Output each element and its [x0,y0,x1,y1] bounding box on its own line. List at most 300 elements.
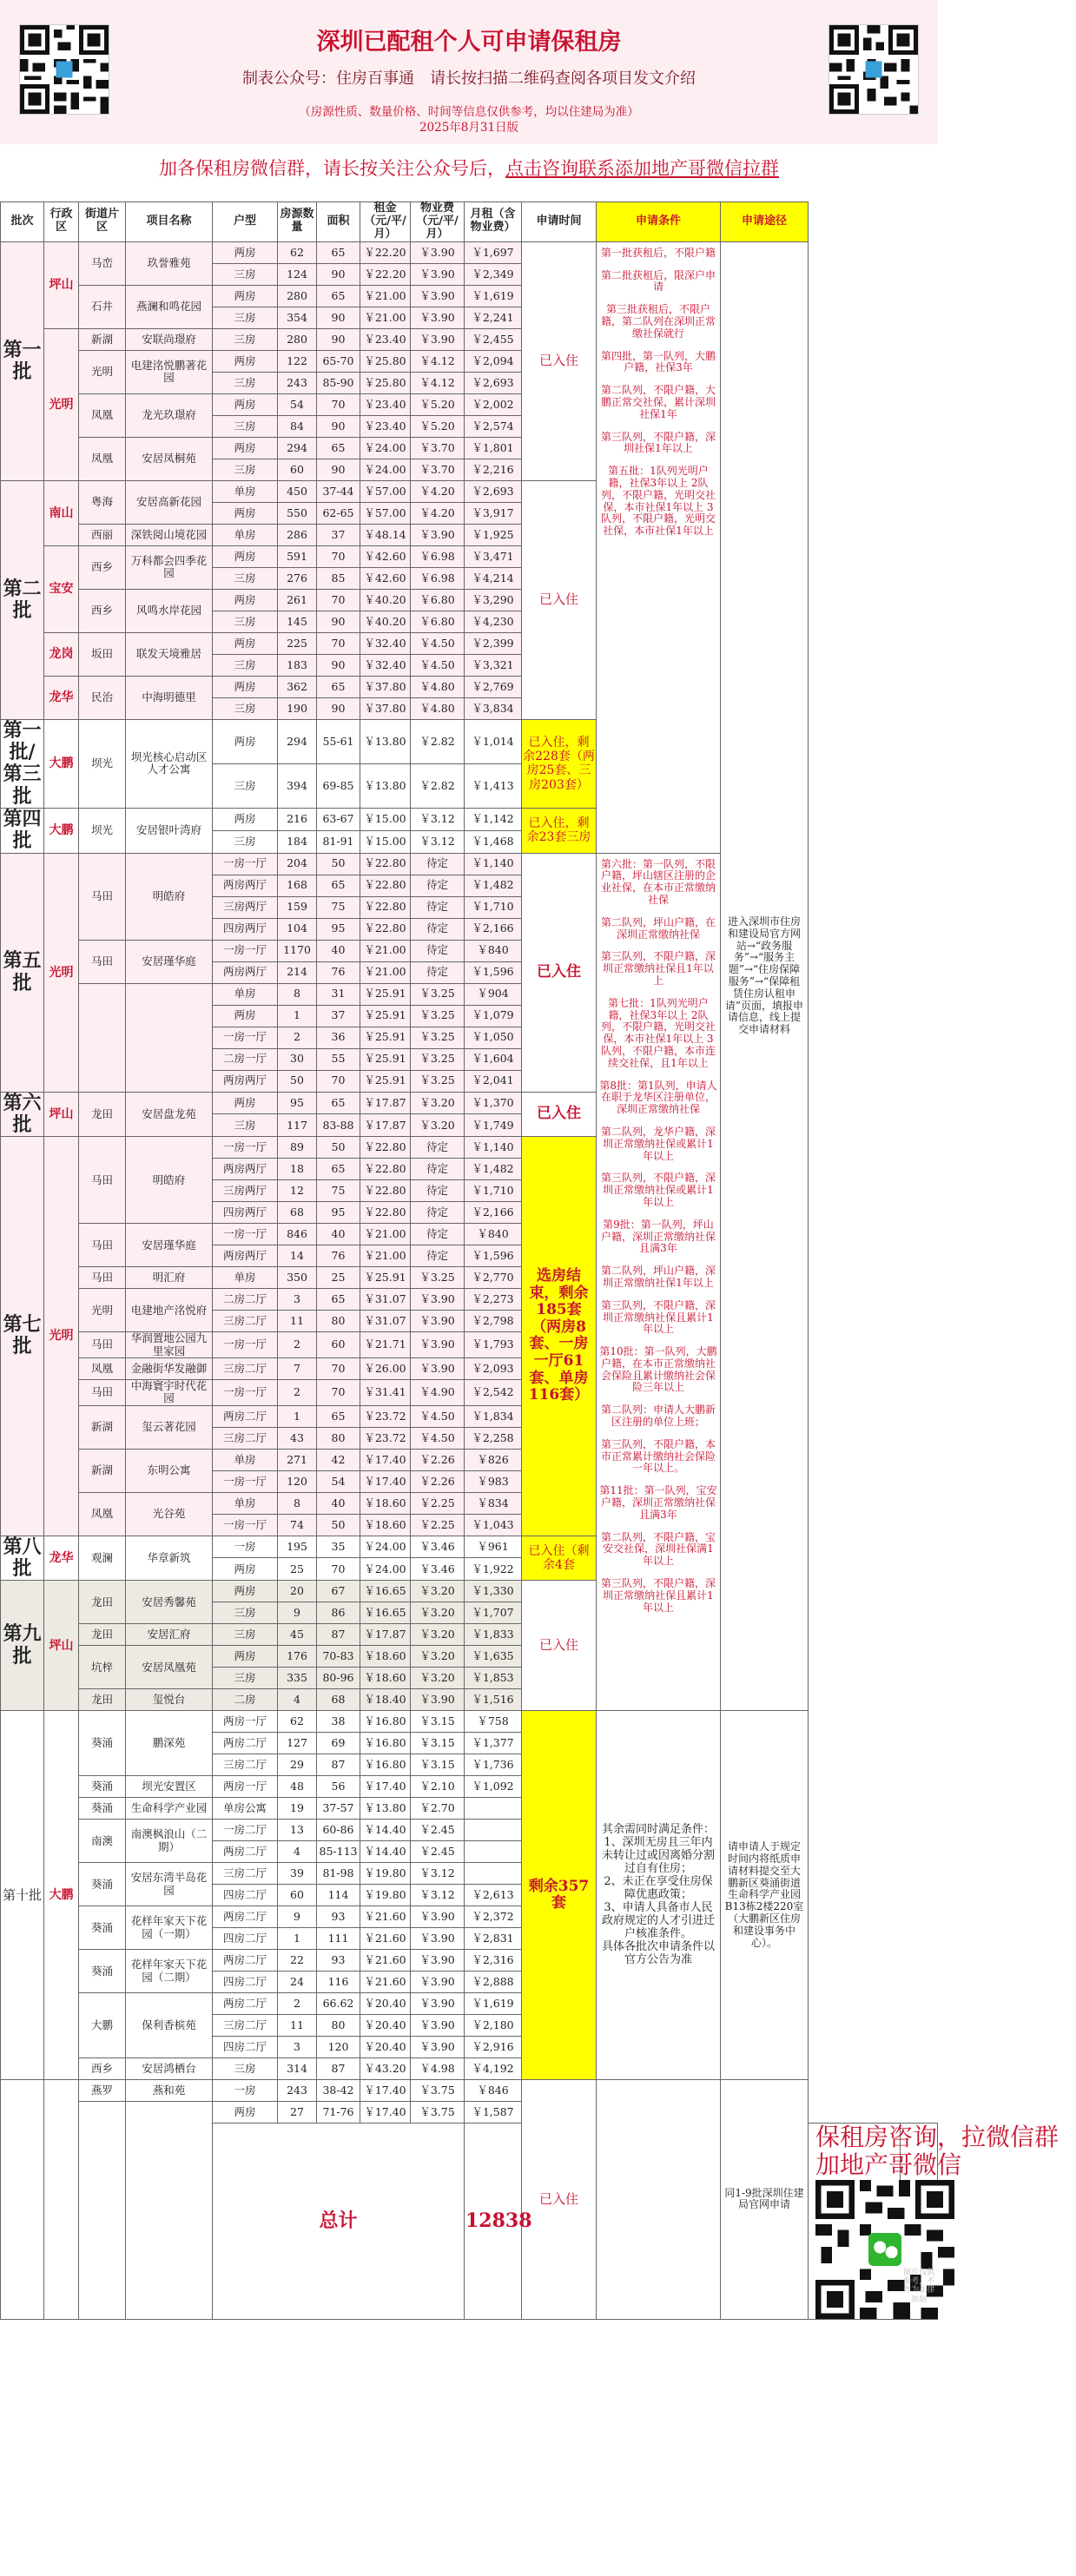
unit-type-cell: 三房两厅 [213,1180,278,1202]
project-name-cell: 安居汇府 [126,1624,213,1646]
project-name-cell: 明皓府 [126,1137,213,1224]
monthly-rent-cell: ￥1,710 [465,1180,522,1202]
unit-count-cell: 335 [278,1668,317,1689]
rent-cell: ￥21.00 [360,1245,411,1267]
project-name-cell: 华润置地公园九里家园 [126,1332,213,1358]
batch-cell: 第十批 [1,1711,44,2080]
property-fee-cell: 待定 [411,1224,465,1245]
application-status-cell: 选房结束，剩余185套（两房8套、一房一厅61套、单房116套） [522,1137,597,1536]
property-fee-cell: ￥3.70 [411,437,465,459]
application-status-cell: 已入住（剩余4套 [522,1536,597,1581]
property-fee-cell: ￥2.26 [411,1449,465,1470]
project-name-cell: 金融街华发融御 [126,1357,213,1379]
unit-count-cell: 22 [278,1950,317,1972]
unit-count-cell: 45 [278,1624,317,1646]
district-cell: 南山 [44,480,79,545]
property-fee-cell: ￥3.20 [411,1646,465,1668]
unit-type-cell: 一房一厅 [213,1137,278,1159]
property-fee-cell: ￥3.20 [411,1092,465,1114]
rent-cell: ￥21.00 [360,961,411,983]
unit-count-cell: 29 [278,1754,317,1776]
area-cell: 90 [317,263,360,285]
property-fee-cell: ￥3.15 [411,1711,465,1733]
area-cell: 90 [317,697,360,719]
unit-type-cell: 两房 [213,1581,278,1602]
property-fee-cell: ￥3.90 [411,1332,465,1358]
unit-type-cell: 三房 [213,2058,278,2080]
monthly-rent-cell [465,1841,522,1863]
unit-type-cell: 三房 [213,830,278,853]
unit-type-cell: 三房 [213,328,278,350]
unit-type-cell: 二房一厅 [213,1048,278,1070]
condition-text: 第10批：第一队列，大鹏户籍，在本市正常缴纳社会保险且累计缴纳社会保险三年以上 [599,1345,717,1394]
area-cell: 55-61 [317,719,360,763]
monthly-rent-cell: ￥4,192 [465,2058,522,2080]
property-fee-cell: ￥3.25 [411,1005,465,1027]
monthly-rent-cell: ￥983 [465,1470,522,1492]
area-cell: 116 [317,1972,360,1993]
condition-text: 第三队列，不限户籍，本市正常累计缴纳社会保险一年以上。 [600,1437,716,1475]
property-fee-cell: ￥3.46 [411,1536,465,1558]
rent-cell: ￥22.80 [360,896,411,918]
unit-count-cell: 550 [278,502,317,524]
property-fee-cell: ￥2.45 [411,1820,465,1841]
unit-count-cell: 350 [278,1267,317,1289]
unit-count-cell: 591 [278,545,317,567]
unit-count-cell: 62 [278,1711,317,1733]
conditions-cell-blank [597,2080,721,2319]
area-cell: 65 [317,676,360,697]
batch-cell: 第二批 [1,480,44,719]
monthly-rent-cell: ￥1,482 [465,1159,522,1180]
rent-cell: ￥25.80 [360,350,411,372]
project-name-cell [126,983,213,1092]
monthly-rent-cell: ￥1,793 [465,1332,522,1358]
unit-count-cell: 4 [278,1689,317,1711]
property-fee-cell: ￥3.12 [411,809,465,831]
rent-cell: ￥23.72 [360,1405,411,1427]
street-cell: 龙田 [79,1092,126,1137]
project-name-cell: 明汇府 [126,1267,213,1289]
property-fee-cell: ￥4.80 [411,697,465,719]
area-cell: 80 [317,1427,360,1449]
monthly-rent-cell: ￥758 [465,1711,522,1733]
rent-cell: ￥48.14 [360,524,411,545]
unit-count-cell: 1170 [278,940,317,961]
rent-cell: ￥23.72 [360,1427,411,1449]
property-fee-cell: 待定 [411,940,465,961]
unit-type-cell: 三房 [213,611,278,632]
rent-cell: ￥21.71 [360,1332,411,1358]
property-fee-cell: ￥3.90 [411,328,465,350]
application-status-cell: 已入住 [522,853,597,1092]
condition-text: 第三队列，不限户籍，深圳正常缴纳社保且1年以上 [600,950,716,987]
unit-type-cell: 单房 [213,1449,278,1470]
project-name-cell: 光谷苑 [126,1492,213,1536]
unit-count-cell: 280 [278,285,317,307]
disclaimer: （房源性质、数量价格、时间等信息仅供参考，均以住建局为准） 2025年8月31日版 [299,105,639,135]
unit-count-cell: 195 [278,1536,317,1558]
area-cell: 70 [317,1357,360,1379]
area-cell: 37-44 [317,480,360,502]
rent-cell: ￥21.60 [360,1972,411,1993]
area-cell: 75 [317,1180,360,1202]
area-cell: 38 [317,1711,360,1733]
unit-count-cell: 294 [278,719,317,763]
monthly-rent-cell: ￥1,736 [465,1754,522,1776]
property-fee-cell: ￥6.98 [411,545,465,567]
monthly-rent-cell: ￥2,693 [465,372,522,393]
unit-count-cell: 54 [278,393,317,415]
area-cell: 90 [317,611,360,632]
property-fee-cell: ￥3.20 [411,1602,465,1624]
unit-type-cell: 两房 [213,1646,278,1668]
street-cell: 观澜 [79,1536,126,1581]
unit-count-cell: 14 [278,1245,317,1267]
unit-count-cell: 3 [278,2037,317,2058]
street-cell: 马峦 [79,241,126,285]
unit-type-cell: 两房 [213,285,278,307]
monthly-rent-cell: ￥3,471 [465,545,522,567]
unit-count-cell: 280 [278,328,317,350]
project-name-cell: 东明公寓 [126,1449,213,1492]
page-title: 深圳已配租个人可申请保租房 [316,29,622,56]
rent-cell: ￥21.00 [360,307,411,328]
street-cell: 大鹏 [79,1993,126,2058]
street-cell: 燕罗 [79,2080,126,2102]
monthly-rent-cell: ￥846 [465,2080,522,2102]
column-header: 项目名称 [126,202,213,242]
unit-type-cell: 三房 [213,372,278,393]
condition-text: 第三队列，不限户籍，深圳正常缴纳社保且累计1年以上 [600,1298,716,1336]
project-name-cell: 中海明德里 [126,676,213,719]
rent-cell: ￥21.60 [360,1950,411,1972]
application-status-cell: 剩余357套 [522,1711,597,2080]
batch-cell: 第五批 [1,853,44,1092]
monthly-rent-cell: ￥2,455 [465,328,522,350]
area-cell: 65 [317,1405,360,1427]
unit-type-cell: 二房 [213,1689,278,1711]
monthly-rent-cell: ￥2,372 [465,1906,522,1928]
column-header: 面积 [317,202,360,242]
unit-type-cell: 单房 [213,1492,278,1514]
application-status-cell: 已入住 [522,241,597,480]
unit-type-cell: 三房 [213,307,278,328]
property-fee-cell: ￥3.90 [411,1689,465,1711]
application-status-cell: 已入住 [522,1581,597,1711]
monthly-rent-cell: ￥1,330 [465,1581,522,1602]
rent-cell: ￥25.91 [360,1048,411,1070]
qr-code-left-icon[interactable] [19,24,109,115]
project-name-cell: 花样年家天下花园（二期） [126,1950,213,1993]
rent-cell: ￥23.40 [360,393,411,415]
area-cell: 76 [317,961,360,983]
monthly-rent-cell: ￥1,468 [465,830,522,853]
monthly-rent-cell: ￥4,230 [465,611,522,632]
batch-cell: 第九批 [1,1581,44,1711]
rent-cell: ￥14.40 [360,1841,411,1863]
rent-cell: ￥18.40 [360,1689,411,1711]
unit-count-cell: 2 [278,1027,317,1048]
unit-type-cell: 三房 [213,263,278,285]
area-cell: 70 [317,393,360,415]
rent-cell: ￥57.00 [360,502,411,524]
area-cell: 40 [317,940,360,961]
rent-cell: ￥19.80 [360,1863,411,1885]
monthly-rent-cell: ￥1,413 [465,763,522,808]
monthly-rent-cell: ￥1,596 [465,1245,522,1267]
monthly-rent-cell: ￥1,833 [465,1624,522,1646]
unit-count-cell: 145 [278,611,317,632]
property-fee-cell: ￥4.50 [411,1427,465,1449]
unit-count-cell: 62 [278,241,317,263]
monthly-rent-cell: ￥2,273 [465,1289,522,1311]
district-cell: 坪山 [44,241,79,328]
monthly-rent-cell: ￥2,349 [465,263,522,285]
monthly-rent-cell: ￥1,635 [465,1646,522,1668]
total-label: 总计 [213,2124,465,2319]
rent-cell: ￥17.40 [360,2102,411,2124]
property-fee-cell: ￥2.82 [411,763,465,808]
area-cell: 85 [317,567,360,589]
rent-cell: ￥40.20 [360,611,411,632]
area-cell: 60-86 [317,1820,360,1841]
qr-code-right-icon[interactable] [828,24,919,115]
rent-cell: ￥32.40 [360,654,411,676]
unit-count-cell: 60 [278,459,317,480]
application-status-cell: 已入住 [522,2080,597,2319]
area-cell: 85-113 [317,1841,360,1863]
contact-link[interactable]: 点击咨询联系添加地产哥微信拉群 [505,158,779,179]
monthly-rent-cell: ￥1,710 [465,896,522,918]
district-cell: 龙岗 [44,632,79,676]
unit-type-cell: 一房二厅 [213,1820,278,1841]
unit-type-cell: 单房 [213,524,278,545]
street-cell: 马田 [79,940,126,983]
project-name-cell: 安居秀馨苑 [126,1581,213,1624]
project-name-cell: 中海寰宇时代花园 [126,1379,213,1405]
unit-type-cell: 三房二厅 [213,2015,278,2037]
street-cell: 光明 [79,350,126,393]
unit-type-cell: 单房 [213,480,278,502]
area-cell: 120 [317,2037,360,2058]
unit-type-cell: 两房 [213,719,278,763]
unit-count-cell: 1 [278,1928,317,1950]
project-name-cell: 安居盘龙苑 [126,1092,213,1137]
property-fee-cell: ￥3.90 [411,1928,465,1950]
condition-text: 第三队列，不限户籍，深圳正常缴纳社保且累计1年以上 [600,1577,716,1614]
district-cell: 光明 [44,328,79,480]
area-cell: 50 [317,1514,360,1536]
unit-type-cell: 三房二厅 [213,1427,278,1449]
monthly-rent-cell: ￥2,093 [465,1357,522,1379]
area-cell: 70 [317,1558,360,1581]
unit-count-cell: 27 [278,2102,317,2124]
property-fee-cell: ￥3.90 [411,1950,465,1972]
unit-type-cell: 两房 [213,1005,278,1027]
property-fee-cell: ￥3.75 [411,2080,465,2102]
monthly-rent-cell: ￥1,707 [465,1602,522,1624]
area-cell: 80 [317,1311,360,1332]
condition-text: 第五批：1队列光明户籍，社保3年以上 2队列，不限户籍，光明交社保，本市社保1年以上 3队列，不限户籍，光明交社保，本市社保1年以上 [600,465,716,538]
rent-cell: ￥24.00 [360,459,411,480]
rent-cell: ￥21.60 [360,1906,411,1928]
rent-cell: ￥18.60 [360,1646,411,1668]
street-cell: 凤凰 [79,1357,126,1379]
project-name-cell: 电建地产洺悦府 [126,1289,213,1332]
district-cell: 光明 [44,1137,79,1536]
condition-text: 第二队列，不限户籍，大鹏正常交社保，累计深圳社保1年 [600,384,716,420]
property-fee-cell: ￥4.20 [411,502,465,524]
column-header: 行政区 [44,202,79,242]
unit-count-cell: 243 [278,2080,317,2102]
monthly-rent-cell: ￥1,482 [465,875,522,896]
unit-count-cell: 48 [278,1776,317,1798]
monthly-rent-cell: ￥1,801 [465,437,522,459]
footer-note: 图片仅供参考，不作为法律依据 [903,2268,935,2304]
unit-type-cell: 三房 [213,415,278,437]
unit-type-cell: 两房两厅 [213,1159,278,1180]
unit-count-cell: 3 [278,1289,317,1311]
property-fee-cell: ￥2.25 [411,1514,465,1536]
header [0,0,938,144]
monthly-rent-cell: ￥1,619 [465,285,522,307]
condition-text: 第四批，第一队列，大鹏户籍，社保3年 [600,349,716,374]
condition-text: 第9批：第一队列，坪山户籍，深圳正常缴纳社保且满3年 [600,1218,716,1255]
property-fee-cell: 待定 [411,1180,465,1202]
unit-count-cell: 104 [278,918,317,940]
project-name-cell: 安联尚璟府 [126,328,213,350]
unit-count-cell: 4 [278,1841,317,1863]
area-cell: 71-76 [317,2102,360,2124]
unit-count-cell: 84 [278,415,317,437]
application-status-cell: 已入住 [522,1092,597,1137]
area-cell: 37-57 [317,1798,360,1820]
unit-type-cell: 两房两厅 [213,875,278,896]
monthly-rent-cell: ￥961 [465,1536,522,1558]
property-fee-cell: ￥3.90 [411,2037,465,2058]
unit-count-cell: 271 [278,1449,317,1470]
street-cell: 葵涌 [79,1863,126,1906]
unit-count-cell: 30 [278,1048,317,1070]
area-cell: 70 [317,632,360,654]
unit-count-cell: 2 [278,1332,317,1358]
property-fee-cell: ￥3.90 [411,241,465,263]
rent-cell: ￥42.60 [360,567,411,589]
rent-cell: ￥17.87 [360,1624,411,1646]
area-cell: 75 [317,896,360,918]
column-header: 批次 [1,202,44,242]
project-name-cell: 安居瑾华庭 [126,940,213,983]
rent-cell: ￥20.40 [360,1993,411,2015]
monthly-rent-cell: ￥1,604 [465,1048,522,1070]
street-cell: 凤凰 [79,437,126,480]
condition-text: 第二批获租后，限深户申请 [600,268,716,294]
area-cell: 65 [317,285,360,307]
area-cell: 40 [317,1492,360,1514]
unit-count-cell: 286 [278,524,317,545]
project-name-cell: 燕澜和鸣花园 [126,285,213,328]
property-fee-cell: 待定 [411,1202,465,1224]
monthly-rent-cell [465,1798,522,1820]
unit-count-cell: 183 [278,654,317,676]
property-fee-cell: ￥4.50 [411,654,465,676]
property-fee-cell: ￥6.80 [411,611,465,632]
property-fee-cell: 待定 [411,875,465,896]
batch-cell: 第八批 [1,1536,44,1581]
rent-cell: ￥22.80 [360,1137,411,1159]
rent-cell: ￥23.40 [360,328,411,350]
street-cell: 凤凰 [79,1492,126,1536]
project-name-cell: 坝光安置区 [126,1776,213,1798]
unit-count-cell: 7 [278,1357,317,1379]
project-name-cell: 龙光玖璟府 [126,393,213,437]
rent-cell: ￥18.60 [360,1514,411,1536]
rent-cell: ￥23.40 [360,415,411,437]
rent-cell: ￥13.80 [360,763,411,808]
column-header: 申请时间 [522,202,597,242]
area-cell: 70 [317,1379,360,1405]
rent-cell: ￥16.80 [360,1754,411,1776]
property-fee-cell: ￥3.90 [411,263,465,285]
property-fee-cell: ￥2.82 [411,719,465,763]
area-cell: 95 [317,1202,360,1224]
street-cell: 坝光 [79,719,126,808]
unit-count-cell: 846 [278,1224,317,1245]
area-cell: 90 [317,328,360,350]
rent-cell: ￥43.20 [360,2058,411,2080]
street-cell: 西丽 [79,524,126,545]
property-fee-cell: ￥3.12 [411,1885,465,1906]
street-cell: 马田 [79,853,126,940]
area-cell: 65 [317,875,360,896]
conditions-cell-a [597,241,721,853]
column-header: 申请条件 [597,202,721,242]
unit-type-cell: 一房一厅 [213,940,278,961]
application-path-c: 同1-9批深圳住建局官网申请 [721,2080,809,2319]
unit-count-cell: 216 [278,809,317,831]
monthly-rent-cell: ￥2,693 [465,480,522,502]
unit-type-cell: 两房 [213,1092,278,1114]
monthly-rent-cell: ￥2,916 [465,2037,522,2058]
monthly-rent-cell: ￥2,316 [465,1950,522,1972]
property-fee-cell: ￥2.10 [411,1776,465,1798]
rent-cell: ￥15.00 [360,830,411,853]
rent-cell: ￥25.91 [360,1027,411,1048]
unit-count-cell: 362 [278,676,317,697]
unit-type-cell: 四房二厅 [213,1885,278,1906]
batch-cell [1,2080,44,2319]
rent-cell: ￥16.80 [360,1733,411,1754]
batch-cell: 第一批 [1,241,44,480]
unit-count-cell: 8 [278,983,317,1005]
project-name-cell: 联发天境雅居 [126,632,213,676]
wechat-qr-code-icon[interactable] [815,2180,954,2319]
unit-type-cell: 四房两厅 [213,918,278,940]
rent-cell: ￥16.65 [360,1602,411,1624]
unit-count-cell: 294 [278,437,317,459]
unit-type-cell: 两房 [213,809,278,831]
condition-text: 第二队列，龙华户籍，深圳正常缴纳社保或累计1年以上 [600,1125,716,1162]
unit-count-cell: 19 [278,1798,317,1820]
property-fee-cell: ￥3.25 [411,1048,465,1070]
area-cell: 38-42 [317,2080,360,2102]
street-cell: 马田 [79,1379,126,1405]
unit-type-cell: 两房两厅 [213,1070,278,1092]
unit-type-cell: 三房 [213,1668,278,1689]
street-cell: 坂田 [79,632,126,676]
area-cell: 87 [317,1624,360,1646]
